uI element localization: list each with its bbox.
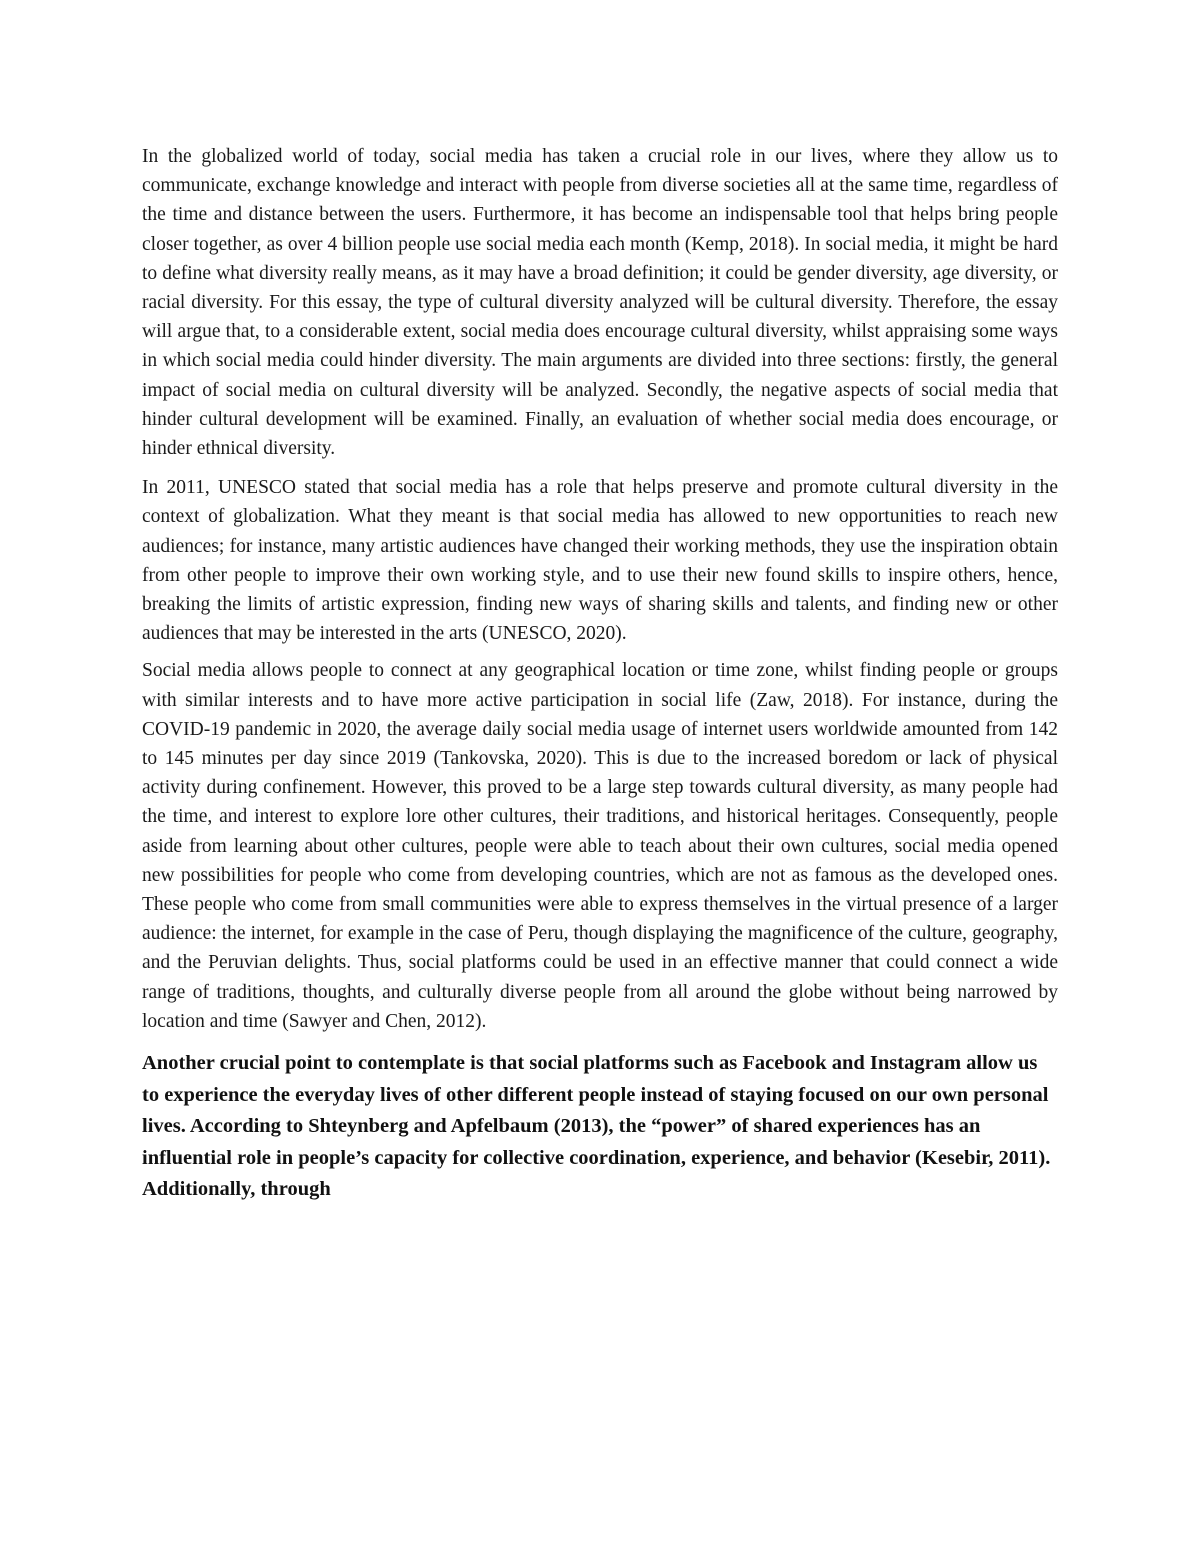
paragraph-connectivity: Social media allows people to connect at any geographical location or time zone, whilst finding people or groups with similar interests and to have more active participation in social life (Zaw, 2018). For instance, during the COVID-19 pandemic in 2020, the average daily social media usage of internet users worldwide amounted from 142 to 145 minutes per day since 2019 (Tankovska, 2020). This is due to the increased boredom or lack of physical activity during confinement. However, this proved to be a large step towards cultural diversity, as many people had the time, and interest to explore lore other cultures, their traditions, and historical heritages. Consequently, people aside from learning about other cultures, people were able to teach about their own cultures, social media opened new possibilities for people who come from developing countries, which are not as famous as the developed ones. These people who come from small communities were able to express themselves in the virtual presence of a larger audience: the internet, for example in the case of Peru, though displaying the magnificence of the culture, geography, and the Peruvian delights. Thus, social platforms could be used in an effective manner that could connect a wide range of traditions, thoughts, and culturally diverse people from all around the globe without being narrowed by location and time (Sawyer and Chen, 2012). [142, 660, 1058, 1032]
paragraph-introduction: In the globalized world of today, social media has taken a crucial role in our lives, where they allow us to communicate, exchange knowledge and interact with people from diverse societies all at the same time, regardless of the time and distance between the users. Furthermore, it has become an indispensable tool that helps bring people closer together, as over 4 billion people use social media each month (Kemp, 2018). In social media, it might be hard to define what diversity really means, as it may have a broad definition; it could be gender diversity, age diversity, or racial diversity. For this essay, the type of cultural diversity analyzed will be cultural diversity. Therefore, the essay will argue that, to a considerable extent, social media does encourage cultural diversity, whilst appraising some ways in which social media could hinder diversity. The main arguments are divided into three sections: firstly, the general impact of social media on cultural diversity will be analyzed. Secondly, the negative aspects of social media that hinder cultural development will be examined. Finally, an evaluation of whether social media does encourage, or hinder ethnical diversity. [142, 146, 1058, 460]
paragraph-shared-experiences: Another crucial point to contemplate is that social platforms such as Facebook and Instagram allow us to experience the everyday lives of other different people instead of staying focused on our own personal lives. According to Shteynberg and Apfelbaum (2013), the “power” of shared experiences has an influential role in people’s capacity for collective coordination, experience, and behavior (Kesebir, 2011). Additionally, through [142, 1052, 1051, 1201]
document-body [142, 142, 1058, 1206]
paragraph-unesco: In 2011, UNESCO stated that social media has a role that helps preserve and promote cultural diversity in the context of globalization. What they meant is that social media has allowed to new opportunities to reach new audiences; for instance, many artistic audiences have changed their working methods, they use the inspiration obtain from other people to improve their own working style, and to use their new found skills to inspire others, hence, breaking the limits of artistic expression, finding new ways of sharing skills and talents, and finding new or other audiences that may be interested in the arts (UNESCO, 2020). [142, 477, 1058, 645]
